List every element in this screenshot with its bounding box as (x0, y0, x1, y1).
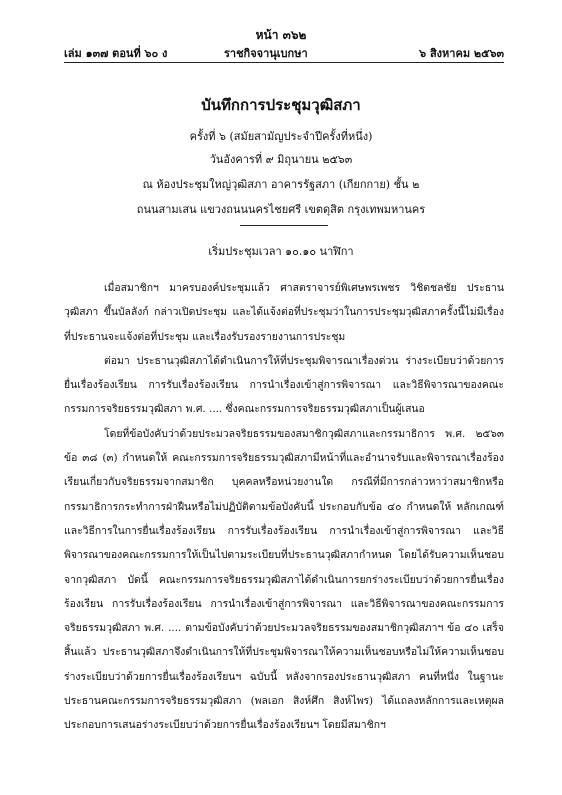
document-title: บันทึกการประชุมวุฒิสภา (201, 96, 361, 114)
header-divider (64, 62, 504, 63)
volume-issue: เล่ม ๑๓๗ ตอนที่ ๖๐ ง (64, 47, 168, 60)
meeting-date: วันอังคารที่ ๙ มิถุนายน ๒๕๖๓ (209, 153, 353, 166)
title-divider (240, 225, 328, 226)
paragraph-3: โดยที่ข้อบังคับว่าด้วยประมวลจริยธรรมของสมาชิกวุฒิสภาและกรรมาธิการ พ.ศ. ๒๕๖๓ ข้อ ๓๘ (๓) กำหนดให้ คณะกรรมการจริยธรรมวุฒิสภามีหน้าที่และอำนาจรับและพิจารณาเรื่องร้องเรียนเกี่ยวกับจริยธรรมจากสมาชิก บุคคลหรือหน่วยงานใด กรณีที่มีการกล่าวหาว่าสมาชิกหรือกรรมาธิการกระทำการฝ่าฝืนหรือไม่ปฏิบัติตามข้อบังคับนี้ ประกอบกับข้อ ๔๐ กำหนดให้ หลักเกณฑ์และวิธีการในการยื่นเรื่องร้องเรียน การรับเรื่องร้องเรียน การนำเรื่องเข้าสู่การพิจารณา และวิธีพิจารณาของคณะกรรมการให้เป็นไปตามระเบียบที่ประธานวุฒิสภากำหนด โดยได้รับความเห็นชอบจากวุฒิสภา บัดนี้ คณะกรรมการจริยธรรมวุฒิสภาได้ดำเนินการยกร่างระเบียบว่าด้วยการยื่นเรื่องร้องเรียน การรับเรื่องร้องเรียน การนำเรื่องเข้าสู่การพิจารณา และวิธีพิจารณาของคณะกรรมการจริยธรรมวุฒิสภา พ.ศ. .... ตามข้อบังคับว่าด้วยประมวลจริยธรรมของสมาชิกวุฒิสภาฯ ข้อ ๔๐ เสร็จสิ้นแล้ว ประธานวุฒิสภาจึงดำเนินการให้ที่ประชุมพิจารณาให้ความเห็นชอบหรือไม่ให้ความเห็นชอบร่างระเบียบว่าด้วยการยื่นเรื่องร้องเรียนฯ ฉบับนี้ หลังจากรองประธานวุฒิสภา คนที่หนึ่ง ในฐานะประธานคณะกรรมการจริยธรรมวุฒิสภา (พลเอก สิงห์ศึก สิงห์ไพร) ได้แถลงหลักการและเหตุผลประกอบการเสนอร่างระเบียบว่าด้วยการยื่นเรื่องร้องเรียนฯ โดยมีสมาชิกฯ (64, 427, 504, 732)
location-line-2: ถนนสามเสน แขวงถนนนครไชยศรี เขตดุสิต กรุงเทพมหานคร (136, 203, 426, 216)
session-line: ครั้งที่ ๖ (สมัยสามัญประจำปีครั้งที่หนึ่ง) (189, 130, 373, 143)
paragraph-1: เมื่อสมาชิกฯ มาครบองค์ประชุมแล้ว ศาสตราจารย์พิเศษพรเพชร วิชิตชลชัย ประธานวุฒิสภา ขึ้นบัลลังก์ กล่าวเปิดประชุม และได้แจ้งต่อที่ประชุมว่าในการประชุมวุฒิสภาครั้งนี้ไม่มีเรื่องที่ประธานจะแจ้งต่อที่ประชุม และเรื่องรับรองรายงานการประชุม (64, 282, 504, 343)
start-time: เริ่มประชุมเวลา ๑๐.๑๐ นาฬิกา (208, 245, 354, 258)
gazette-header (64, 44, 504, 60)
paragraph-2: ต่อมา ประธานวุฒิสภาได้ดำเนินการให้ที่ประชุมพิจารณาเรื่องด่วน ร่างระเบียบว่าด้วยการยื่นเรื่องร้องเรียน การรับเรื่องร้องเรียน การนำเรื่องเข้าสู่การพิจารณา และวิธีพิจารณาของคณะกรรมการจริยธรรมวุฒิสภา พ.ศ. .... ซึ่งคณะกรรมการจริยธรรมวุฒิสภาเป็นผู้เสนอ (64, 354, 504, 416)
page-number: หน้า ๓๖๒ (255, 28, 307, 42)
publication-date: ๖ สิงหาคม ๒๕๖๓ (419, 47, 504, 60)
document-body (64, 276, 504, 738)
publication-name: ราชกิจจานุเบกษา (224, 47, 308, 60)
location-line-1: ณ ห้องประชุมใหญ่วุฒิสภา อาคารรัฐสภา (เกียกกาย) ชั้น ๒ (142, 178, 420, 191)
